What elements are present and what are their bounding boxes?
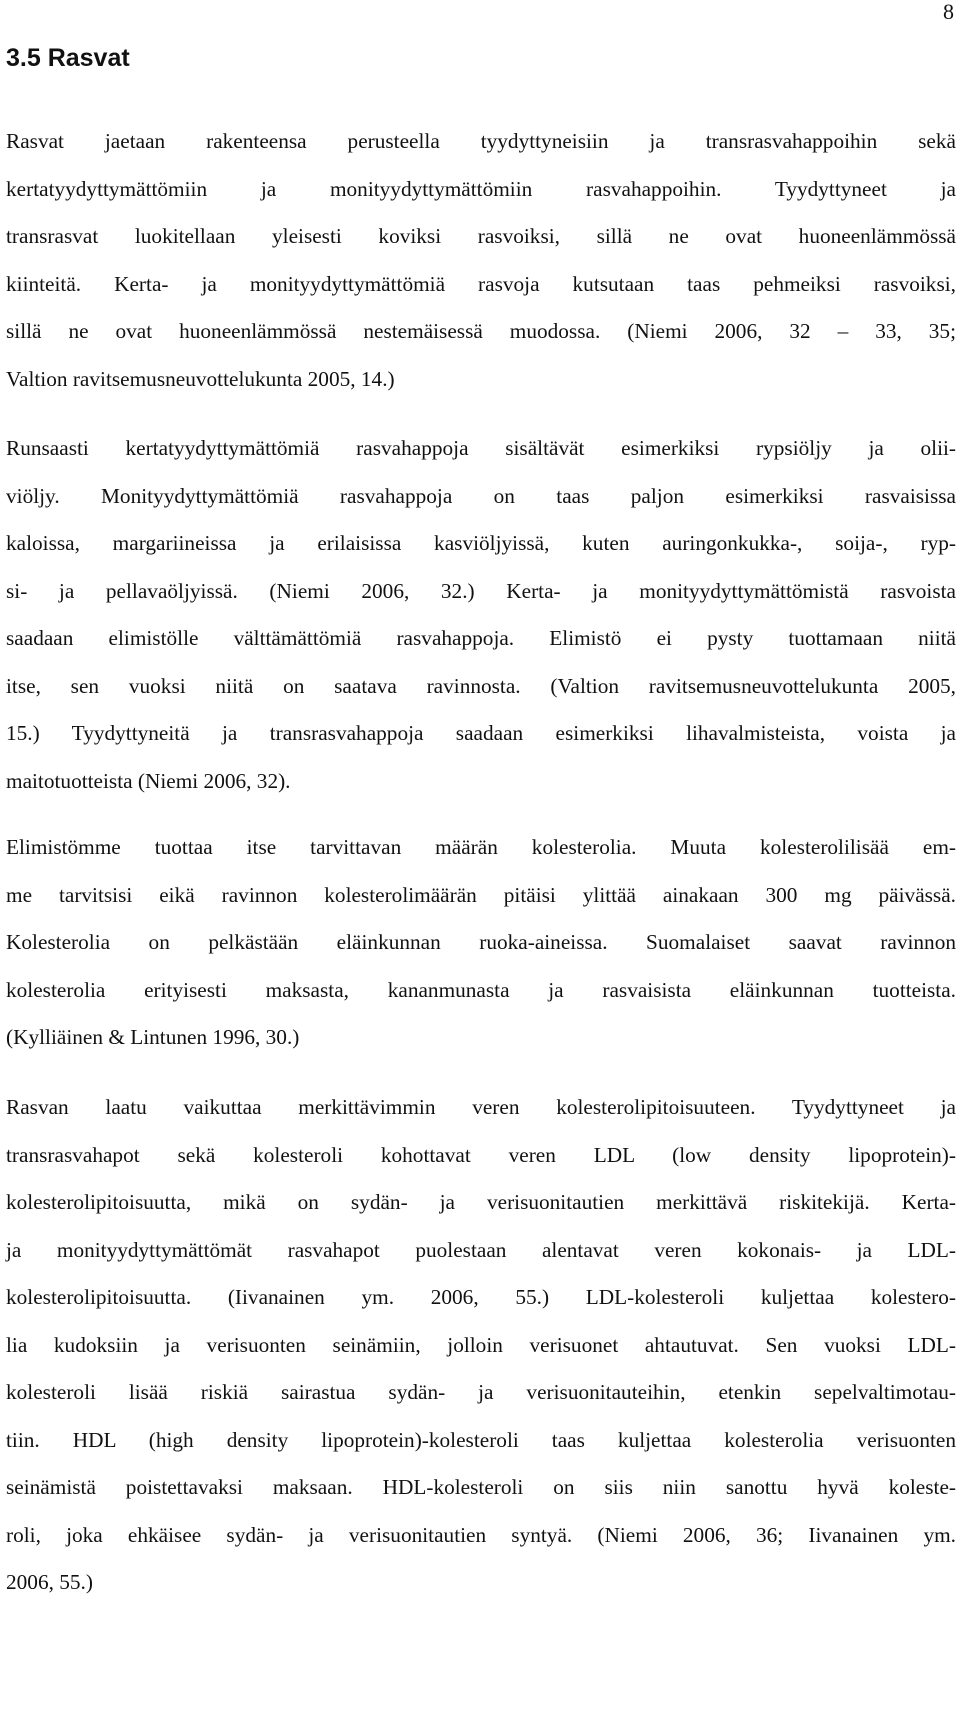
- paragraph-line: itse, sen vuoksi niitä on saatava ravinnosta. (Valtion ravitsemusneuvottelukunta 2005,: [6, 673, 956, 698]
- paragraph-line: (Kylliäinen & Lintunen 1996, 30.): [6, 1025, 300, 1049]
- paragraph-line: Rasvan laatu vaikuttaa merkittävimmin veren kolesterolipitoisuuteen. Tyydyttyneet ja: [6, 1095, 956, 1119]
- paragraph-line: kolesteroli lisää riskiä sairastua sydän- ja verisuonitauteihin, etenkin sepelvaltimotau-: [6, 1380, 956, 1404]
- paragraph-line: 15.) Tyydyttyneitä ja transrasvahappoja saadaan esimerkiksi lihavalmisteista, voista ja: [6, 721, 956, 745]
- paragraph-fat-classification: [6, 118, 956, 403]
- paragraph-line: transrasvahapot sekä kolesteroli kohottavat veren LDL (low density lipoprotein)-: [6, 1142, 956, 1167]
- paragraph-line: Elimistömme tuottaa itse tarvittavan määrän kolesterolia. Muuta kolesterolilisää em-: [6, 835, 956, 859]
- paragraph-line: lia kudoksiin ja verisuonten seinämiin, jolloin verisuonet ahtautuvat. Sen vuoksi LDL-: [6, 1332, 956, 1357]
- paragraph-line: 2006, 55.): [6, 1570, 93, 1594]
- paragraph-line: tiin. HDL (high density lipoprotein)-kolesteroli taas kuljettaa kolesterolia verisuonten: [6, 1427, 956, 1452]
- paragraph-line: saadaan elimistölle välttämättömiä rasvahappoja. Elimistö ei pysty tuottamaan niitä: [6, 626, 956, 650]
- page-number: 8: [943, 0, 954, 24]
- paragraph-line: roli, joka ehkäisee sydän- ja verisuonitautien syntyä. (Niemi 2006, 36; Iivanainen ym.: [6, 1522, 956, 1547]
- paragraph-line: Valtion ravitsemusneuvottelukunta 2005, 14.): [6, 366, 395, 391]
- paragraph-fat-sources: [6, 425, 956, 805]
- paragraph-line: kolesterolia erityisesti maksasta, kananmunasta ja rasvaisista eläinkunnan tuotteista.: [6, 977, 956, 1002]
- paragraph-line: kertatyydyttymättömiin ja monityydyttymättömiin rasvahappoihin. Tyydyttyneet ja: [6, 176, 956, 201]
- paragraph-line: Runsaasti kertatyydyttymättömiä rasvahappoja sisältävät esimerkiksi rypsiöljy ja olii-: [6, 436, 956, 460]
- section-heading: 3.5 Rasvat: [6, 44, 130, 72]
- paragraph-line: kolesterolipitoisuutta, mikä on sydän- ja verisuonitautien merkittävä riskitekijä. Kerta-: [6, 1190, 956, 1214]
- paragraph-line: si- ja pellavaöljyissä. (Niemi 2006, 32.) Kerta- ja monityydyttymättömistä rasvoista: [6, 578, 956, 603]
- paragraph-line: sillä ne ovat huoneenlämmössä nestemäisessä muodossa. (Niemi 2006, 32 – 33, 35;: [6, 319, 956, 343]
- paragraph-line: kaloissa, margariineissa ja erilaisissa kasviöljyissä, kuten auringonkukka-, soija-, ryp-: [6, 531, 956, 555]
- paragraph-line: kiinteitä. Kerta- ja monityydyttymättömiä rasvoja kutsutaan taas pehmeiksi rasvoiksi,: [6, 271, 956, 296]
- paragraph-line: ja monityydyttymättömät rasvahapot puolestaan alentavat veren kokonais- ja LDL-: [6, 1237, 956, 1262]
- paragraph-line: viöljy. Monityydyttymättömiä rasvahappoja on taas paljon esimerkiksi rasvaisissa: [6, 483, 956, 508]
- paragraph-line: Kolesterolia on pelkästään eläinkunnan ruoka-aineissa. Suomalaiset saavat ravinnon: [6, 930, 956, 954]
- paragraph-line: me tarvitsisi eikä ravinnon kolesterolimäärän pitäisi ylittää ainakaan 300 mg päivässä.: [6, 882, 956, 907]
- paragraph-line: transrasvat luokitellaan yleisesti koviksi rasvoiksi, sillä ne ovat huoneenlämmössä: [6, 224, 956, 248]
- paragraph-line: kolesterolipitoisuutta. (Iivanainen ym. 2006, 55.) LDL-kolesteroli kuljettaa kolestero-: [6, 1285, 956, 1309]
- paragraph-line: maitotuotteista (Niemi 2006, 32).: [6, 768, 291, 793]
- paragraph-line: Rasvat jaetaan rakenteensa perusteella tyydyttyneisiin ja transrasvahappoihin sekä: [6, 129, 956, 153]
- paragraph-fat-quality-cholesterol: [6, 1084, 956, 1607]
- paragraph-line: seinämistä poistettavaksi maksaan. HDL-kolesteroli on siis niin sanottu hyvä koleste-: [6, 1475, 956, 1499]
- paragraph-cholesterol-intake: [6, 824, 956, 1062]
